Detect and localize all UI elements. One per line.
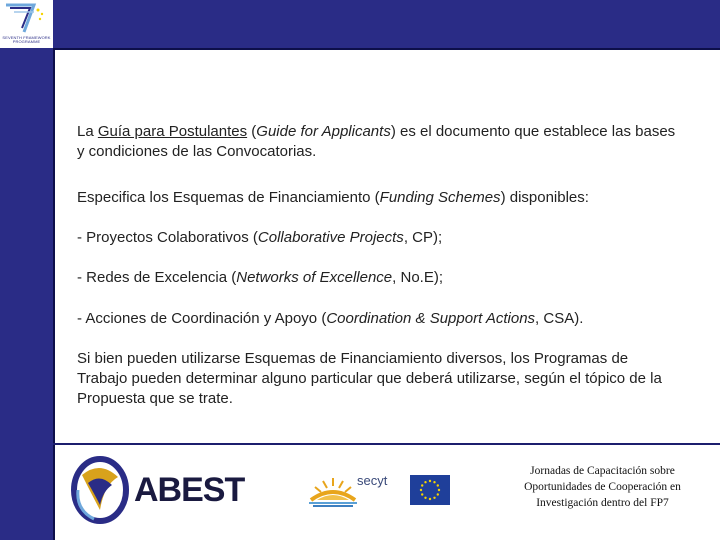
event-line-3: Investigación dentro del FP7 [536, 497, 669, 509]
event-caption [505, 463, 700, 511]
text-segment: ) es el documento que establece las bases y condiciones de las Convocatorias. [77, 123, 676, 160]
sidebar-divider [53, 0, 55, 540]
text-segment: La [77, 123, 98, 140]
list-item-csa [77, 309, 677, 329]
event-line-1: Jornadas de Capacitación sobre [530, 465, 675, 477]
text-segment: ( [247, 123, 257, 140]
italic-term: Guide for Applicants [256, 123, 391, 140]
footer-divider [53, 443, 720, 445]
event-line-2: Oportunidades de Cooperación en [524, 481, 681, 493]
eu-flag-icon [410, 475, 450, 505]
text-segment: ) disponibles: [500, 189, 589, 206]
abest-logo-icon [70, 455, 130, 525]
text-segment: , CSA). [535, 310, 584, 327]
fp7-logo-icon [4, 2, 48, 36]
fp7-caption: SEVENTH FRAMEWORK PROGRAMME [2, 35, 51, 44]
paragraph-funding-schemes [77, 188, 677, 208]
abest-logo [70, 455, 250, 525]
text-segment: - Redes de Excelencia ( [77, 269, 237, 286]
fp7-logo [0, 0, 53, 48]
list-item-noe [77, 268, 677, 288]
secyt-sun-icon [305, 470, 361, 510]
text-segment: , CP); [403, 229, 443, 246]
italic-term: Networks of Excellence [236, 269, 393, 286]
text-segment: - Acciones de Coordinación y Apoyo ( [77, 310, 327, 327]
paragraph-guide [77, 122, 677, 162]
list-item-cp [77, 228, 677, 248]
italic-term: Coordination & Support Actions [326, 310, 536, 327]
text-segment: Especifica los Esquemas de Financiamiento ( [77, 189, 380, 206]
top-header-band [53, 0, 720, 48]
secyt-logo [305, 470, 405, 510]
paragraph-work-programmes: Si bien pueden utilizarse Esquemas de Financiamiento diversos, los Programas de Trabajo pueden determinar alguno particular que deberá utilizarse, según el tópico de la Propuesta que se trate. [77, 350, 662, 407]
italic-term: Funding Schemes [379, 189, 501, 206]
text-segment: - Proyectos Colaborativos ( [77, 229, 258, 246]
header-divider [53, 48, 720, 50]
abest-wordmark: ABEST [134, 471, 245, 509]
left-sidebar-band [0, 0, 53, 540]
guide-link[interactable]: Guía para Postulantes [97, 123, 248, 140]
italic-term: Collaborative Projects [257, 229, 404, 246]
secyt-wordmark: secyt [357, 473, 388, 488]
text-segment: , No.E); [392, 269, 444, 286]
